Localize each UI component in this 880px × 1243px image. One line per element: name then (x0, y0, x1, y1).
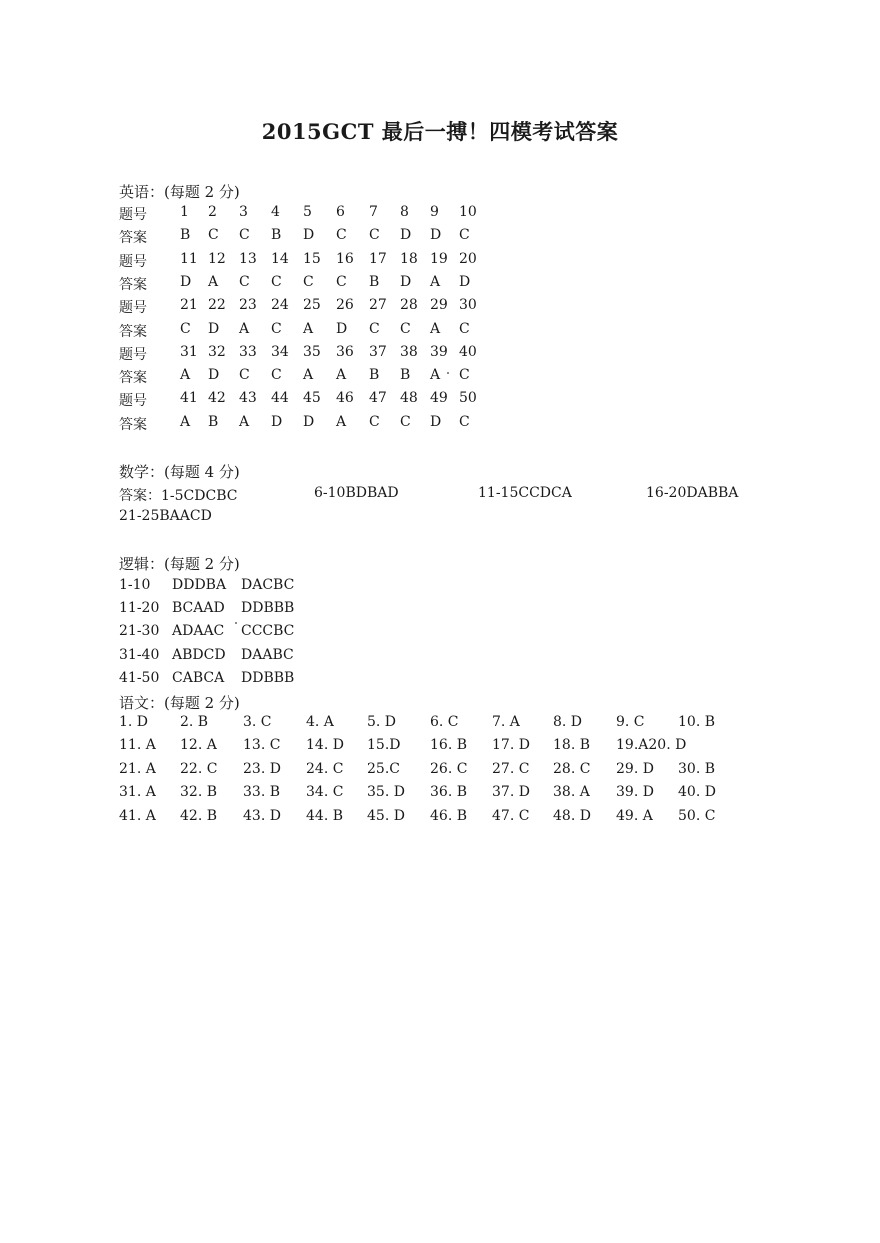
answer-item: 28. C (553, 761, 591, 777)
answer-letter: D (459, 274, 471, 290)
answer-letter: D (208, 367, 220, 383)
logic-row (119, 577, 319, 597)
answer-letter: C (239, 367, 250, 383)
question-number: 49 (430, 390, 448, 406)
answer-item: 19.A20. D (616, 737, 687, 753)
question-number: 14 (271, 251, 289, 267)
question-number: 47 (369, 390, 387, 406)
answer-letter: C (208, 227, 219, 243)
math-answers-line2: 21-25BAACD (119, 508, 212, 524)
answer-item: 16. B (430, 737, 468, 753)
question-number: 50 (459, 390, 477, 406)
chinese-row (119, 808, 739, 828)
answer-item: 25.C (367, 761, 400, 777)
answer-item: 44. B (306, 808, 344, 824)
answer-item: 40. D (678, 784, 716, 800)
answer-item: 7. A (492, 714, 520, 730)
question-number: 48 (400, 390, 418, 406)
answer-item: 5. D (367, 714, 397, 730)
answer-letter: C (459, 227, 470, 243)
answer-item: 35. D (367, 784, 405, 800)
answer-item: 15.D (367, 737, 401, 753)
answer-letter: D (430, 414, 442, 430)
question-number: 4 (271, 204, 280, 220)
question-range: 21-30 (119, 623, 160, 639)
answer-letter: C (400, 414, 411, 430)
row-label: 答案 (119, 417, 147, 433)
answer-item: 24. C (306, 761, 344, 777)
answer-letter: A (430, 274, 441, 290)
answer-row (119, 274, 499, 296)
question-range: 11-20 (119, 600, 160, 616)
answer-item: 17. D (492, 737, 530, 753)
question-number: 34 (271, 344, 289, 360)
answer-item: 2. B (180, 714, 209, 730)
question-number: 31 (180, 344, 198, 360)
english-heading: 英语：(每题 2 分) (119, 183, 240, 201)
question-number: 26 (336, 297, 354, 313)
question-number: 40 (459, 344, 477, 360)
answer-item: 9. C (616, 714, 645, 730)
question-number: 37 (369, 344, 387, 360)
answer-letter: C (369, 321, 380, 337)
logic-row (119, 670, 319, 690)
question-number: 32 (208, 344, 226, 360)
answer-letter: C (271, 367, 282, 383)
logic-heading: 逻辑：(每题 2 分) (119, 555, 240, 573)
answer-letter: C (459, 321, 470, 337)
answer-letter: C (239, 274, 250, 290)
answer-item: 34. C (306, 784, 344, 800)
question-number: 29 (430, 297, 448, 313)
answer-item: 12. A (180, 737, 217, 753)
answer-letter: C (336, 227, 347, 243)
question-number: 6 (336, 204, 345, 220)
answer-item: 30. B (678, 761, 716, 777)
answer-item: 1. D (119, 714, 149, 730)
answer-item: 42. B (180, 808, 218, 824)
question-number: 36 (336, 344, 354, 360)
question-number: 21 (180, 297, 198, 313)
question-number-row (119, 297, 499, 319)
answer-letter: B (400, 367, 411, 383)
question-number: 41 (180, 390, 198, 406)
answer-letter: C (180, 321, 191, 337)
question-number-row (119, 390, 499, 412)
row-label: 答案 (119, 230, 147, 246)
answer-letter: B (369, 367, 380, 383)
answer-letter: C (239, 227, 250, 243)
question-number: 8 (400, 204, 409, 220)
answer-row (119, 321, 499, 343)
question-number: 43 (239, 390, 257, 406)
answer-letter: D (303, 227, 315, 243)
question-number: 22 (208, 297, 226, 313)
answer-item: 33. B (243, 784, 281, 800)
answer-item: 32. B (180, 784, 218, 800)
math-answer-group: 16-20DABBA (646, 485, 739, 501)
answer-letter: C (369, 227, 380, 243)
answer-item: 26. C (430, 761, 468, 777)
question-number: 35 (303, 344, 321, 360)
question-number-row (119, 204, 499, 226)
question-number: 7 (369, 204, 378, 220)
answer-letter: C (271, 321, 282, 337)
answer-letter: A (303, 321, 314, 337)
answer-item: 23. D (243, 761, 281, 777)
question-number: 19 (430, 251, 448, 267)
question-number: 2 (208, 204, 217, 220)
question-number: 13 (239, 251, 257, 267)
answer-item: 38. A (553, 784, 590, 800)
answer-group: CABCA (172, 670, 225, 686)
row-label: 答案 (119, 370, 147, 386)
answer-letter: A (303, 367, 314, 383)
answer-letter: D (303, 414, 315, 430)
answer-letter: C (369, 414, 380, 430)
answer-letter: D (400, 227, 412, 243)
answer-letter: B (271, 227, 282, 243)
answer-letter: C (336, 274, 347, 290)
question-number: 18 (400, 251, 418, 267)
question-number: 23 (239, 297, 257, 313)
row-label: 题号 (119, 254, 147, 270)
answer-item: 37. D (492, 784, 530, 800)
math-answers-line1 (119, 485, 759, 505)
math-answer-group: 11-15CCDCA (478, 485, 572, 501)
answer-letter: D (430, 227, 442, 243)
answer-item: 36. B (430, 784, 468, 800)
answer-letter: D (208, 321, 220, 337)
answer-item: 48. D (553, 808, 591, 824)
answer-letter: A (180, 414, 191, 430)
question-range: 1-10 (119, 577, 151, 593)
answer-item: 39. D (616, 784, 654, 800)
answer-item: 11. A (119, 737, 156, 753)
answer-group: CCCBC (241, 623, 295, 639)
question-number: 46 (336, 390, 354, 406)
answer-letter: A (180, 367, 191, 383)
answer-letter: A (336, 367, 347, 383)
answer-letter: A (239, 321, 250, 337)
question-range: 41-50 (119, 670, 160, 686)
logic-row (119, 600, 319, 620)
page-title: 2015GCT 最后一搏！四模考试答案 (261, 119, 619, 144)
question-range: 31-40 (119, 647, 160, 663)
answer-letter: B (369, 274, 380, 290)
answer-group: DAABC (241, 647, 294, 663)
answer-letter: C (303, 274, 314, 290)
answer-letter: C (459, 414, 470, 430)
answer-item: 47. C (492, 808, 530, 824)
question-number: 9 (430, 204, 439, 220)
question-number: 38 (400, 344, 418, 360)
row-label: 题号 (119, 300, 147, 316)
answer-item: 22. C (180, 761, 218, 777)
row-label: 答案 (119, 324, 147, 340)
answer-letter: A (430, 367, 441, 383)
question-number: 1 (180, 204, 189, 220)
answer-group: DACBC (241, 577, 295, 593)
answer-item: 4. A (306, 714, 334, 730)
question-number: 17 (369, 251, 387, 267)
answer-item: 29. D (616, 761, 654, 777)
math-answer-group: 答案：1-5CDCBC (119, 488, 238, 504)
row-label: 答案 (119, 277, 147, 293)
answer-letter: C (459, 367, 470, 383)
answer-letter: D (336, 321, 348, 337)
answer-item: 43. D (243, 808, 281, 824)
answer-item: 18. B (553, 737, 591, 753)
answer-item: 8. D (553, 714, 583, 730)
answer-letter: C (271, 274, 282, 290)
answer-item: 14. D (306, 737, 344, 753)
question-number: 24 (271, 297, 289, 313)
question-number: 20 (459, 251, 477, 267)
question-number: 27 (369, 297, 387, 313)
answer-item: 41. A (119, 808, 156, 824)
answer-row (119, 414, 499, 436)
scan-speck (235, 622, 237, 624)
question-number: 11 (180, 251, 198, 267)
question-number: 3 (239, 204, 248, 220)
question-number: 15 (303, 251, 321, 267)
question-number: 5 (303, 204, 312, 220)
answer-item: 31. A (119, 784, 156, 800)
answer-item: 21. A (119, 761, 156, 777)
question-number: 25 (303, 297, 321, 313)
answer-letter: A (239, 414, 250, 430)
answer-letter: C (400, 321, 411, 337)
answer-item: 45. D (367, 808, 405, 824)
question-number: 42 (208, 390, 226, 406)
answer-item: 10. B (678, 714, 716, 730)
chinese-heading: 语文：(每题 2 分) (119, 694, 240, 712)
answer-letter: B (208, 414, 219, 430)
answer-letter: D (400, 274, 412, 290)
chinese-row (119, 784, 739, 804)
answer-item: 3. C (243, 714, 272, 730)
answer-group: ABDCD (172, 647, 226, 663)
row-label: 题号 (119, 207, 147, 223)
answer-group: BCAAD (172, 600, 225, 616)
answer-item: 13. C (243, 737, 281, 753)
question-number: 39 (430, 344, 448, 360)
answer-group: ADAAC (172, 623, 225, 639)
answer-group: DDBBB (241, 670, 295, 686)
chinese-row (119, 737, 739, 757)
chinese-row (119, 714, 739, 734)
logic-row (119, 623, 319, 643)
question-number-row (119, 251, 499, 273)
answer-item: 27. C (492, 761, 530, 777)
answer-item: 46. B (430, 808, 468, 824)
answer-group: DDDBA (172, 577, 227, 593)
question-number: 44 (271, 390, 289, 406)
logic-row (119, 647, 319, 667)
chinese-row (119, 761, 739, 781)
answer-item: 6. C (430, 714, 459, 730)
answer-item: 49. A (616, 808, 653, 824)
answer-group: DDBBB (241, 600, 295, 616)
answer-letter: A (336, 414, 347, 430)
answer-row (119, 367, 499, 389)
scan-speck (447, 372, 449, 374)
answer-item: 50. C (678, 808, 716, 824)
answer-letter: A (208, 274, 219, 290)
answer-letter: A (430, 321, 441, 337)
answer-row (119, 227, 499, 249)
question-number: 12 (208, 251, 226, 267)
answer-letter: B (180, 227, 191, 243)
math-answer-group: 6-10BDBAD (314, 485, 399, 501)
question-number: 30 (459, 297, 477, 313)
answer-letter: D (271, 414, 283, 430)
question-number: 45 (303, 390, 321, 406)
row-label: 题号 (119, 393, 147, 409)
question-number: 28 (400, 297, 418, 313)
math-heading: 数学：(每题 4 分) (119, 463, 240, 481)
question-number: 16 (336, 251, 354, 267)
answer-letter: D (180, 274, 192, 290)
question-number: 10 (459, 204, 477, 220)
row-label: 题号 (119, 347, 147, 363)
question-number: 33 (239, 344, 257, 360)
question-number-row (119, 344, 499, 366)
